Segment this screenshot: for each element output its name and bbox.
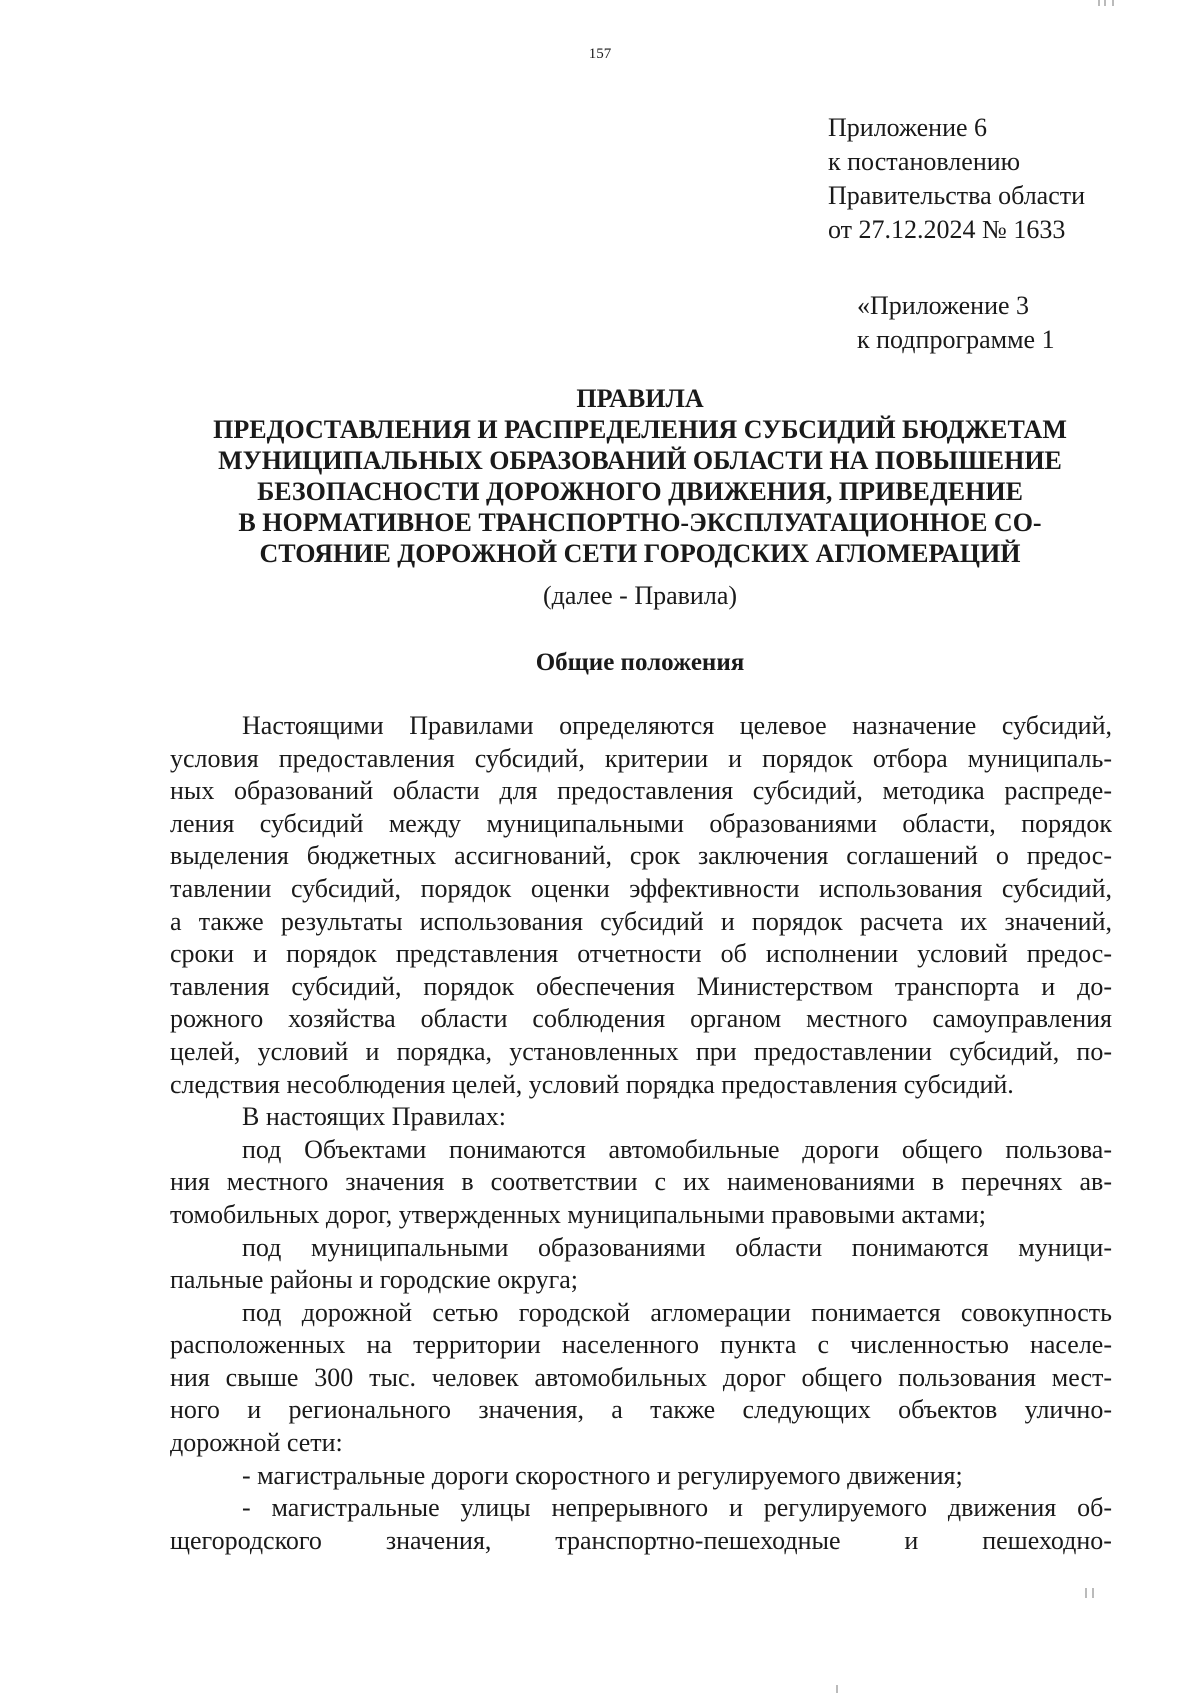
text-line: В настоящих Правилах:	[242, 1102, 506, 1132]
text-line: пальные районы и городские округа;	[170, 1265, 579, 1295]
text-line: ных образований области для предоставления субсидий, методика распреде-	[170, 776, 1112, 806]
paragraph-definitions-intro	[170, 1101, 1112, 1134]
text-line: - магистральные улицы непрерывного и регулируемого движения об-	[242, 1493, 1112, 1523]
title-line: СТОЯНИЕ ДОРОЖНОЙ СЕТИ ГОРОДСКИХ АГЛОМЕРАЦИЙ	[259, 539, 1021, 568]
text-line: следствия несоблюдения целей, условий порядка предоставления субсидий.	[170, 1069, 1014, 1099]
annex-main-line: Правительства области	[828, 181, 1086, 210]
title-line: ПРЕДОСТАВЛЕНИЯ И РАСПРЕДЕЛЕНИЯ СУБСИДИЙ БЮДЖЕТАМ	[213, 415, 1067, 444]
paragraph-general	[170, 710, 1112, 1101]
text-line: - магистральные дороги скоростного и регулируемого движения;	[242, 1460, 963, 1490]
text-line: под дорожной сетью городской агломерации понимается совокупность	[242, 1297, 1112, 1327]
word: пешеходно-	[982, 1525, 1112, 1555]
text-line	[170, 1525, 1112, 1558]
scan-artifact	[1098, 0, 1100, 6]
scan-artifact	[836, 1685, 838, 1693]
annex-sub-line: «Приложение 3	[857, 291, 1030, 320]
annex-main-block	[828, 111, 1085, 247]
paragraph-municipalities	[170, 1232, 1112, 1297]
word: щегородского	[170, 1525, 322, 1555]
paragraph-road-network	[170, 1297, 1112, 1460]
section-heading: Общие положения	[535, 649, 745, 676]
text-line: томобильных дорог, утвержденных муниципальными правовыми актами;	[170, 1199, 987, 1229]
annex-main-line: Приложение 6	[828, 113, 988, 142]
text-line: расположенных на территории населенного пункта с численностью населе-	[170, 1330, 1112, 1360]
annex-main-line: от 27.12.2024 № 1633	[828, 215, 1066, 244]
text-line: рожного хозяйства области соблюдения органом местного самоуправления	[170, 1004, 1112, 1034]
text-line: ния свыше 300 тыс. человек автомобильных дорог общего пользования мест-	[170, 1362, 1112, 1392]
document-body	[170, 710, 1112, 1557]
word: и	[904, 1525, 919, 1555]
annex-sub-line: к подпрограмме 1	[857, 325, 1055, 354]
text-line: Настоящими Правилами определяются целевое назначение субсидий,	[242, 711, 1112, 740]
text-line: целей, условий и порядка, установленных при предоставлении субсидий, по-	[170, 1036, 1112, 1066]
paragraph-list-item-1	[170, 1460, 1112, 1493]
scan-artifact	[1112, 0, 1114, 6]
paragraph-objects	[170, 1134, 1112, 1232]
title-line: ПРАВИЛА	[576, 384, 704, 413]
title-line: МУНИЦИПАЛЬНЫХ ОБРАЗОВАНИЙ ОБЛАСТИ НА ПОВЫШЕНИЕ	[218, 446, 1062, 475]
paragraph-list-item-2	[170, 1492, 1112, 1557]
annex-sub-block	[857, 289, 1055, 357]
document-title	[170, 383, 1110, 569]
text-line: ного и регионального значения, а также следующих объектов улично-	[170, 1395, 1112, 1425]
text-line: дорожной сети:	[170, 1428, 343, 1458]
text-line: сроки и порядок представления отчетности об исполнении условий предос-	[170, 939, 1112, 969]
text-line: выделения бюджетных ассигнований, срок заключения соглашений о предос-	[170, 841, 1112, 871]
title-note: (далее - Правила)	[542, 581, 738, 610]
text-line: ния местного значения в соответствии с их наименованиями в перечнях ав-	[170, 1167, 1112, 1197]
text-line: тавлении субсидий, порядок оценки эффективности использования субсидий,	[170, 873, 1112, 903]
text-line: условия предоставления субсидий, критерии и порядок отбора муниципаль-	[170, 743, 1112, 773]
word: значения,	[385, 1525, 492, 1555]
title-line: В НОРМАТИВНОЕ ТРАНСПОРТНО-ЭКСПЛУАТАЦИОННОЕ СО-	[238, 508, 1042, 537]
title-line: БЕЗОПАСНОСТИ ДОРОЖНОГО ДВИЖЕНИЯ, ПРИВЕДЕНИЕ	[257, 477, 1023, 506]
page-number: 157	[588, 46, 612, 62]
text-line: тавления субсидий, порядок обеспечения Министерством транспорта и до-	[170, 971, 1112, 1001]
text-line: ления субсидий между муниципальными образованиями области, порядок	[170, 808, 1112, 838]
text-line: под муниципальными образованиями области понимаются муници-	[242, 1232, 1112, 1262]
text-line: а также результаты использования субсидий и порядок расчета их значений,	[170, 906, 1112, 936]
scan-artifact	[1104, 0, 1106, 6]
scan-artifact	[1092, 1588, 1094, 1598]
annex-main-line: к постановлению	[828, 147, 1021, 176]
text-line: под Объектами понимаются автомобильные дороги общего пользова-	[242, 1134, 1112, 1164]
word: транспортно-пешеходные	[555, 1525, 841, 1555]
scan-artifact	[1085, 1588, 1087, 1598]
